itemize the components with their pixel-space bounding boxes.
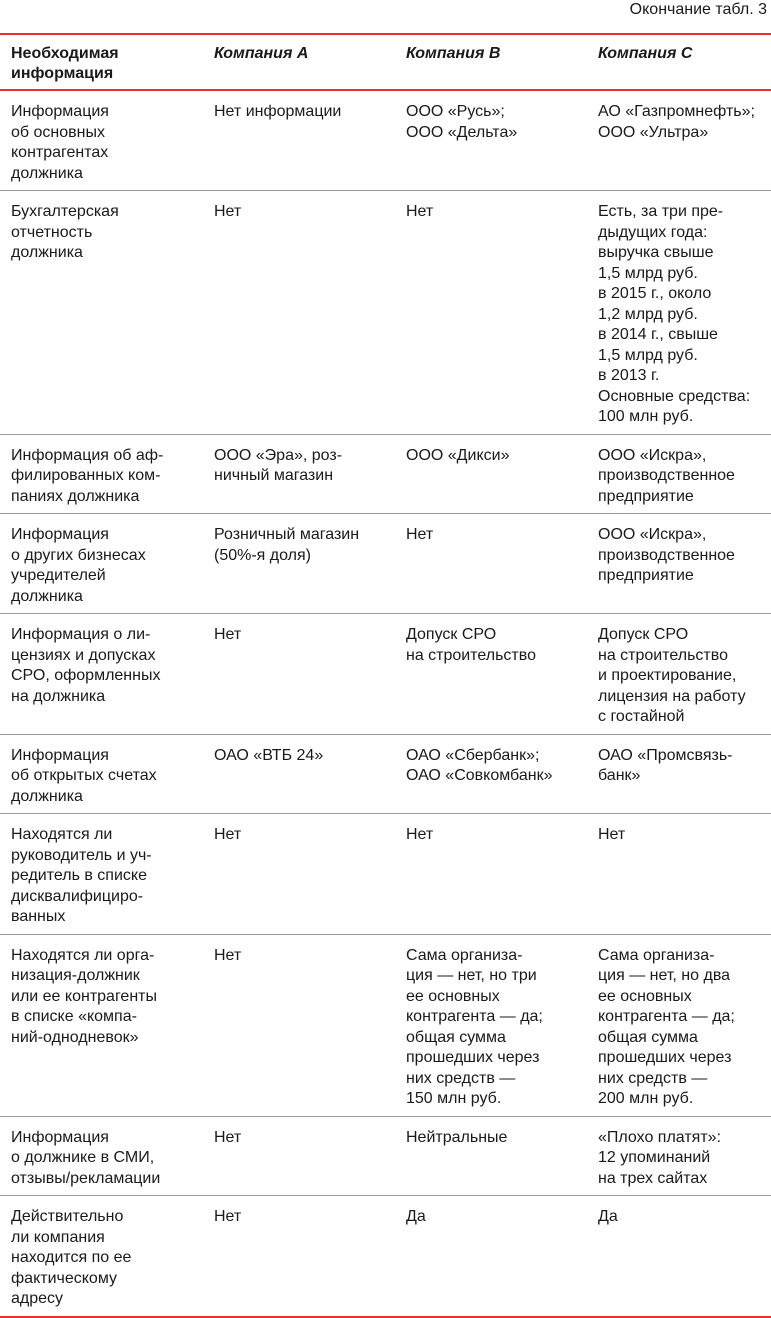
company-c-cell: АО «Газпромнефть»; ООО «Ультра» (598, 103, 755, 141)
table-row (0, 514, 771, 614)
company-a-cell: Нет (214, 1128, 242, 1146)
table-row (0, 614, 771, 735)
table-caption: Окончание табл. 3 (629, 1, 767, 18)
row-label-cell: Действительно ли компания находится по ее фактическому адресу (11, 1208, 132, 1307)
row-label-cell: Находятся ли орга- низация-должник или ее контрагенты в списке «компа- ний-однодневок» (11, 946, 157, 1046)
company-c-cell: Допуск СРО на строительство и проектирование, лицензия на работу с гостайной (598, 626, 746, 725)
header-required-info: Необходимая информация (11, 45, 119, 82)
table-row (0, 90, 771, 191)
table-row (0, 934, 771, 1116)
company-c-cell: Сама организа- ция — нет, но два ее основных контрагента — да; общая сумма прошедших через них средств — 200 млн руб. (598, 946, 735, 1107)
company-c-cell: Да (598, 1208, 618, 1225)
header-row (0, 34, 771, 90)
company-c-cell: ООО «Искра», производственное предприятие (598, 526, 735, 584)
company-a-cell: Нет (214, 626, 242, 643)
table-row (0, 734, 771, 814)
comparison-table (0, 33, 771, 1318)
company-a-cell: Нет (214, 826, 242, 843)
company-b-cell: Нет (406, 203, 434, 220)
company-a-cell: Нет (214, 946, 242, 964)
company-a-cell: Нет информации (214, 103, 342, 120)
row-label-cell: Информация об аф- филированных ком- паниях должника (11, 446, 164, 505)
row-label-cell: Информация об основных контрагентах должника (11, 103, 109, 182)
company-c-cell: ООО «Искра», производственное предприятие (598, 446, 735, 505)
row-label-cell: Информация об открытых счетах должника (11, 746, 157, 805)
row-label-cell: Информация о ли- цензиях и допусках СРО, оформленных на должника (11, 626, 161, 705)
company-c-cell: Есть, за три пре- дыдущих года: выручка свыше 1,5 млрд руб. в 2015 г., около 1,2 млрд руб. в 2014 г., свыше 1,5 млрд руб. в 2013 г. Основные средства: 100 млн руб. (598, 203, 751, 425)
row-label-cell: Находятся ли руководитель и уч- редитель в списке дисквалифициро- ванных (11, 826, 152, 925)
header-company-a: Компания A (214, 45, 309, 62)
company-b-cell: Нет (406, 526, 434, 543)
company-a-cell: ООО «Эра», роз- ничный магазин (214, 446, 343, 484)
company-c-cell: «Плохо платят»: 12 упоминаний на трех сайтах (598, 1128, 722, 1187)
company-b-cell: Да (406, 1208, 426, 1225)
company-b-cell: Нет (406, 826, 434, 843)
company-b-cell: ОАО «Сбербанк»; ОАО «Совкомбанк» (406, 746, 553, 784)
company-b-cell: ООО «Дикси» (406, 446, 510, 464)
table-row (0, 191, 771, 435)
company-c-cell: Нет (598, 826, 626, 843)
company-b-cell: ООО «Русь»; ООО «Дельта» (406, 103, 518, 141)
table-row (0, 814, 771, 935)
company-b-cell: Нейтральные (406, 1128, 508, 1146)
header-company-c: Компания C (598, 45, 693, 62)
company-c-cell: ОАО «Промсвязь- банк» (598, 746, 733, 784)
row-label-cell: Информация о других бизнесах учредителей должника (11, 526, 146, 605)
table-row (0, 434, 771, 514)
company-a-cell: Нет (214, 203, 242, 220)
table-row (0, 1196, 771, 1317)
company-b-cell: Допуск СРО на строительство (406, 626, 536, 664)
company-a-cell: ОАО «ВТБ 24» (214, 746, 324, 764)
company-a-cell: Розничный магазин (50%-я доля) (214, 526, 360, 564)
company-a-cell: Нет (214, 1208, 242, 1225)
table-body (0, 90, 771, 1317)
header-company-b: Компания B (406, 45, 501, 62)
table-row (0, 1116, 771, 1196)
table-header (0, 34, 771, 90)
row-label-cell: Бухгалтерская отчетность должника (11, 203, 119, 261)
row-label-cell: Информация о должнике в СМИ, отзывы/рекламации (11, 1128, 161, 1187)
company-b-cell: Сама организа- ция — нет, но три ее основных контрагента — да; общая сумма прошедших через них средств — 150 млн руб. (406, 946, 543, 1107)
